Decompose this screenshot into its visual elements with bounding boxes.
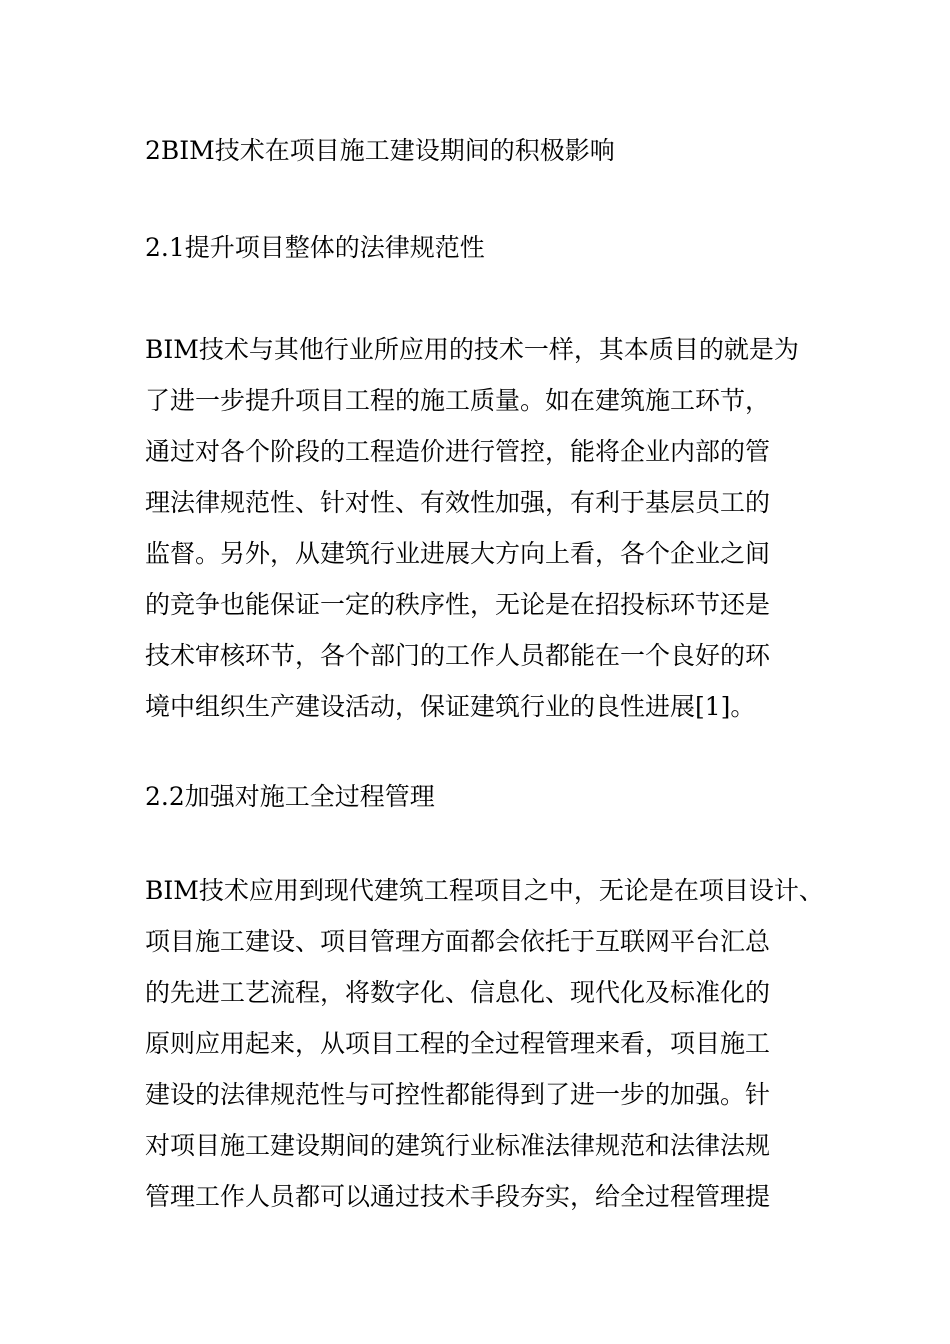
paragraph-line: 通过对各个阶段的工程造价进行管控，能将企业内部的管 — [145, 437, 771, 466]
paragraph-line: 技术审核环节，各个部门的工作人员都能在一个良好的环 — [145, 641, 771, 670]
subsection-1-title: 2.1提升项目整体的法律规范性 — [145, 233, 485, 262]
paragraph-line: 对项目施工建设期间的建筑行业标准法律规范和法律法规 — [145, 1131, 771, 1160]
paragraph-line: 原则应用起来，从项目工程的全过程管理来看，项目施工 — [145, 1029, 771, 1058]
paragraph-line: 境中组织生产建设活动，保证建筑行业的良性进展[1]。 — [145, 692, 756, 721]
section-title: 2BIM技术在项目施工建设期间的积极影响 — [145, 136, 615, 165]
paragraph-line: BIM技术应用到现代建筑工程项目之中，无论是在项目设计、 — [145, 876, 824, 905]
paragraph-line: 建设的法律规范性与可控性都能得到了进一步的加强。针 — [145, 1080, 771, 1109]
subsection-2-title: 2.2加强对施工全过程管理 — [145, 782, 435, 811]
paragraph-line: 项目施工建设、项目管理方面都会依托于互联网平台汇总 — [145, 927, 771, 956]
paragraph-line: 的先进工艺流程，将数字化、信息化、现代化及标准化的 — [145, 978, 771, 1007]
paragraph-line: BIM技术与其他行业所应用的技术一样，其本质目的就是为 — [145, 335, 799, 364]
subsection-2-paragraph — [145, 865, 835, 1222]
paragraph-line: 管理工作人员都可以通过技术手段夯实，给全过程管理提 — [145, 1182, 771, 1211]
subsection-1-paragraph — [145, 324, 835, 732]
paragraph-line: 了进一步提升项目工程的施工质量。如在建筑施工环节， — [145, 386, 771, 415]
paragraph-line: 理法律规范性、针对性、有效性加强，有利于基层员工的 — [145, 488, 771, 517]
paragraph-line: 监督。另外，从建筑行业进展大方向上看，各个企业之间 — [145, 539, 771, 568]
paragraph-line: 的竞争也能保证一定的秩序性，无论是在招投标环节还是 — [145, 590, 771, 619]
